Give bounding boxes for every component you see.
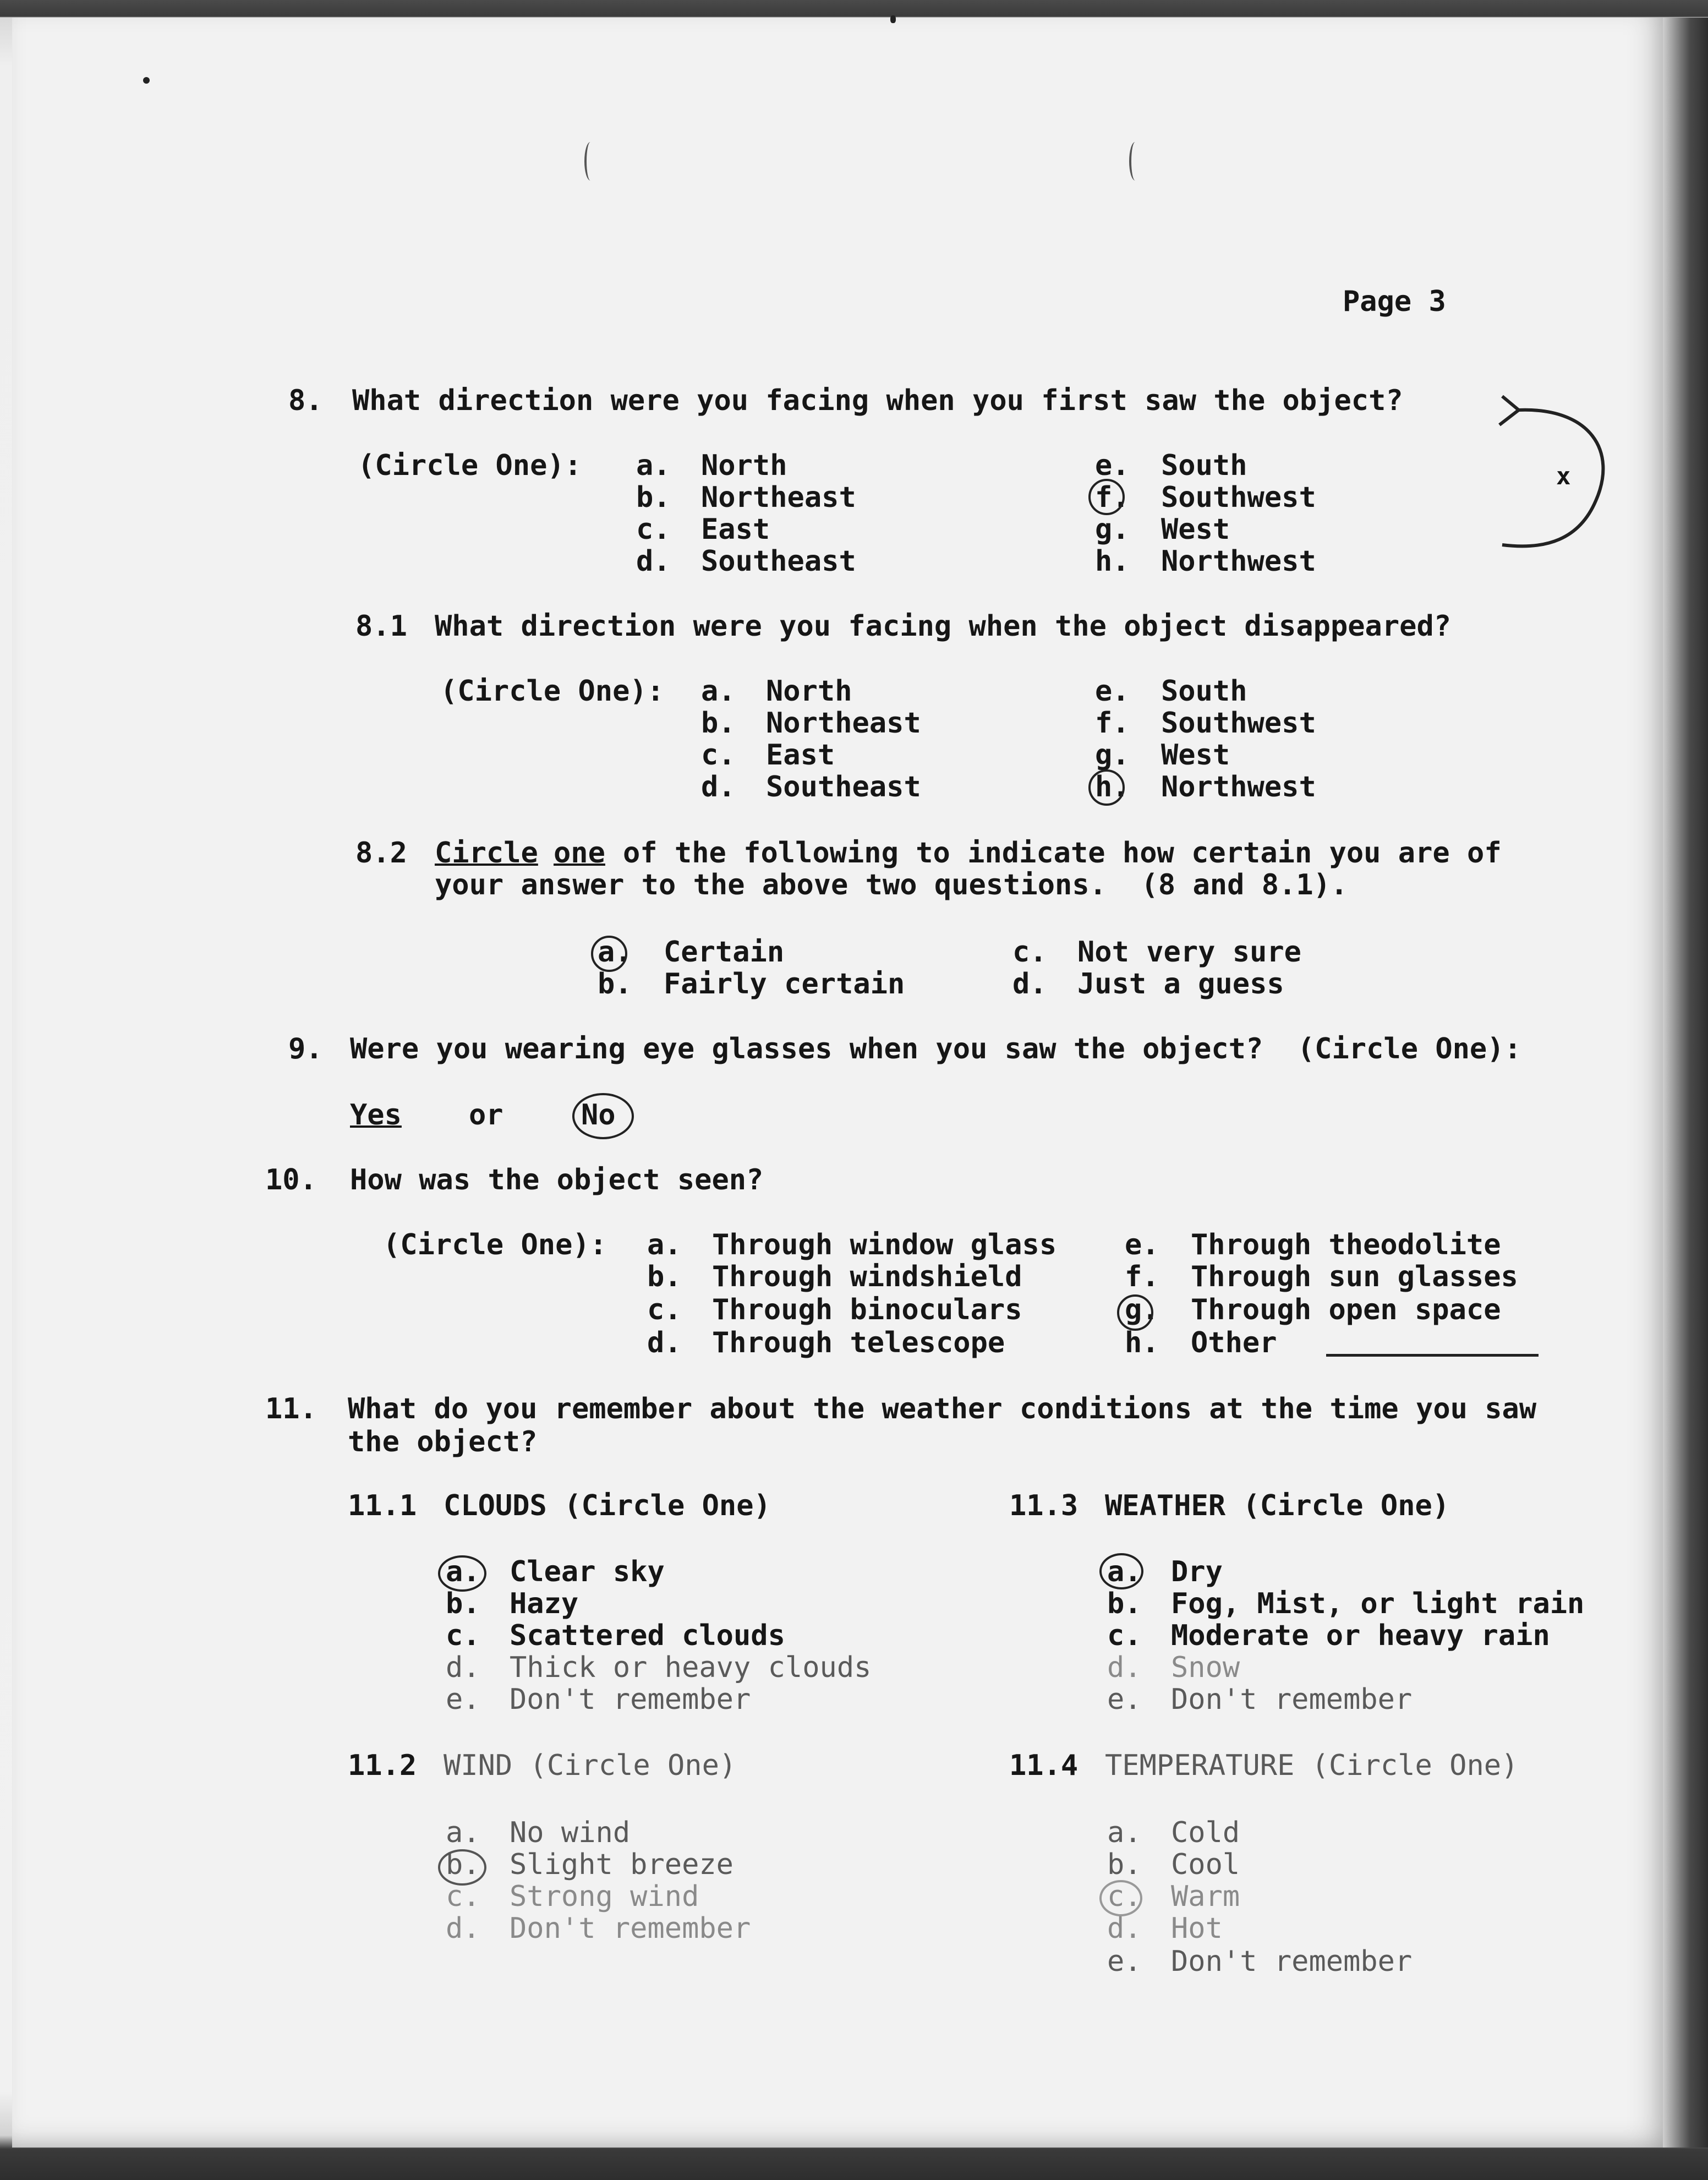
option-key: d. <box>701 771 736 804</box>
option-key: d. <box>446 1912 480 1945</box>
option-key: g. <box>1095 513 1130 546</box>
option-label[interactable]: Moderate or heavy rain <box>1171 1619 1550 1652</box>
question-text: Were you wearing eye glasses when you saw the object? (Circle One): <box>350 1032 1521 1066</box>
option-label[interactable]: South <box>1161 675 1247 708</box>
form-page <box>12 18 1663 2148</box>
option-label[interactable]: East <box>701 513 770 546</box>
option-label[interactable]: No wind <box>510 1816 631 1849</box>
circle-one-label: (Circle One): <box>358 449 582 482</box>
option-label[interactable]: Other <box>1191 1326 1277 1359</box>
or-text: or <box>469 1099 503 1132</box>
option-key: a. <box>701 675 736 708</box>
question-number: 8.1 <box>355 610 407 643</box>
margin-x-mark: x <box>1556 462 1571 490</box>
option-label[interactable]: Dry <box>1171 1555 1223 1588</box>
answer-circle-mark <box>438 1849 486 1886</box>
option-key: c. <box>446 1880 480 1913</box>
no-option[interactable]: No <box>581 1099 616 1132</box>
question-text: What direction were you facing when the object disappeared? <box>435 610 1452 643</box>
option-key: f. <box>1095 707 1130 740</box>
option-label[interactable]: Cool <box>1171 1848 1240 1881</box>
option-label[interactable]: Through window glass <box>712 1228 1057 1261</box>
option-label[interactable]: East <box>766 739 835 772</box>
option-label[interactable]: North <box>701 449 787 482</box>
option-label[interactable]: Southeast <box>701 545 856 578</box>
option-key: a. <box>598 936 632 969</box>
yes-option[interactable]: Yes <box>350 1099 402 1132</box>
other-blank-line[interactable] <box>1326 1354 1539 1357</box>
circle-one-label: (Circle One): <box>383 1228 607 1261</box>
option-key: a. <box>446 1816 480 1849</box>
option-label[interactable]: Hazy <box>510 1587 579 1620</box>
option-key: d. <box>1107 1651 1142 1684</box>
answer-circle-mark <box>1099 1553 1143 1589</box>
option-key: b. <box>1107 1587 1142 1620</box>
answer-circle-mark <box>1117 1294 1153 1331</box>
option-label[interactable]: Snow <box>1171 1651 1240 1684</box>
option-key: g. <box>1125 1293 1159 1326</box>
option-key: a. <box>1107 1816 1142 1849</box>
option-key: f. <box>1125 1260 1159 1293</box>
section-title: TEMPERATURE (Circle One) <box>1105 1749 1519 1782</box>
answer-circle-mark <box>572 1093 634 1139</box>
question-number: 11.4 <box>1009 1749 1079 1782</box>
option-key: c. <box>1012 936 1047 969</box>
option-key: e. <box>1095 675 1130 708</box>
option-label[interactable]: Northwest <box>1161 771 1316 804</box>
option-label[interactable]: Northeast <box>766 707 921 740</box>
option-key: a. <box>1107 1555 1142 1588</box>
option-label[interactable]: Don't remember <box>510 1683 751 1716</box>
option-key: d. <box>636 545 671 578</box>
option-key: e. <box>1125 1228 1159 1261</box>
answer-circle-mark <box>1099 1880 1142 1916</box>
option-label[interactable]: North <box>766 675 852 708</box>
option-label[interactable]: Southwest <box>1161 481 1316 514</box>
option-label[interactable]: Clear sky <box>510 1555 665 1588</box>
option-key: d. <box>647 1326 682 1359</box>
option-key: h. <box>1125 1326 1159 1359</box>
question-text: How was the object seen? <box>350 1163 764 1196</box>
option-key: a. <box>636 449 671 482</box>
question-number: 8.2 <box>355 837 407 870</box>
option-key: d. <box>1107 1912 1142 1945</box>
page-edge-shadow <box>1663 18 1708 2148</box>
option-key: e. <box>1107 1683 1142 1716</box>
question-number: 11. <box>265 1392 317 1425</box>
option-label[interactable]: Warm <box>1171 1880 1240 1913</box>
option-key: b. <box>598 968 632 1001</box>
option-label[interactable]: Southwest <box>1161 707 1316 740</box>
option-label[interactable]: Thick or heavy clouds <box>510 1651 872 1684</box>
option-key: c. <box>1107 1619 1142 1652</box>
section-title: WEATHER (Circle One) <box>1105 1489 1450 1522</box>
question-number: 10. <box>265 1163 317 1196</box>
option-key: b. <box>647 1260 682 1293</box>
option-key: e. <box>1107 1945 1142 1978</box>
option-key: g. <box>1095 739 1130 772</box>
option-key: c. <box>446 1619 480 1652</box>
answer-circle-mark <box>438 1555 486 1592</box>
option-label[interactable]: Fog, Mist, or light rain <box>1171 1587 1585 1620</box>
option-label[interactable]: Don't remember <box>1171 1683 1413 1716</box>
option-label[interactable]: Slight breeze <box>510 1848 733 1881</box>
answer-circle-mark <box>591 936 627 972</box>
option-label[interactable]: South <box>1161 449 1247 482</box>
section-title: CLOUDS (Circle One) <box>444 1489 771 1522</box>
option-label[interactable]: Through theodolite <box>1191 1228 1501 1261</box>
option-label[interactable]: Through binoculars <box>712 1293 1022 1326</box>
option-key: b. <box>446 1848 480 1881</box>
paper-crease-left <box>584 142 596 181</box>
option-key: d. <box>446 1651 480 1684</box>
option-key: c. <box>647 1293 682 1326</box>
option-label[interactable]: West <box>1161 513 1230 546</box>
option-key: f. <box>1095 481 1130 514</box>
option-key: c. <box>701 739 736 772</box>
question-number: 9. <box>288 1032 323 1066</box>
option-key: a. <box>446 1555 480 1588</box>
circle-one-label: (Circle One): <box>440 675 664 708</box>
option-label[interactable]: Just a guess <box>1077 968 1284 1001</box>
option-label[interactable]: Through open space <box>1191 1293 1501 1326</box>
answer-circle-mark <box>1088 479 1125 515</box>
paper-crease-right <box>1129 142 1141 181</box>
one-emphasis: one <box>554 837 605 870</box>
option-label[interactable]: Don't remember <box>1171 1945 1413 1978</box>
section-title: WIND (Circle One) <box>444 1749 737 1782</box>
option-key: b. <box>701 707 736 740</box>
option-label[interactable]: Hot <box>1171 1912 1223 1945</box>
option-label[interactable]: West <box>1161 739 1230 772</box>
option-label[interactable]: Southeast <box>766 771 921 804</box>
option-key: b. <box>636 481 671 514</box>
option-key: d. <box>1012 968 1047 1001</box>
option-label[interactable]: Northwest <box>1161 545 1316 578</box>
option-label[interactable]: Don't remember <box>510 1912 751 1945</box>
circle-emphasis: Circle <box>435 837 538 870</box>
option-key: b. <box>1107 1848 1142 1881</box>
question-text-line2: your answer to the above two questions. (8 and 8.1). <box>435 868 1348 901</box>
question-number: 8. <box>288 384 323 417</box>
option-key: e. <box>446 1683 480 1716</box>
question-text: What do you remember about the weather conditions at the time you saw <box>348 1392 1537 1425</box>
option-label[interactable]: Northeast <box>701 481 856 514</box>
option-key: b. <box>446 1587 480 1620</box>
question-text-line2: the object? <box>348 1425 538 1458</box>
page-number: Page 3 <box>1343 285 1446 318</box>
option-label[interactable]: Cold <box>1171 1816 1240 1849</box>
option-label[interactable]: Through windshield <box>712 1260 1022 1293</box>
option-key: h. <box>1095 545 1130 578</box>
option-label[interactable]: Through sun glasses <box>1191 1260 1518 1293</box>
option-label[interactable]: Strong wind <box>510 1880 699 1913</box>
option-key: e. <box>1095 449 1130 482</box>
question-text: of the following to indicate how certain you are of <box>623 837 1502 870</box>
option-label[interactable]: Scattered clouds <box>510 1619 785 1652</box>
option-label[interactable]: Certain <box>664 936 785 969</box>
option-key: c. <box>636 513 671 546</box>
answer-circle-mark <box>1088 769 1125 806</box>
question-number: 11.1 <box>348 1489 417 1522</box>
question-text: What direction were you facing when you first saw the object? <box>352 384 1403 417</box>
option-label[interactable]: Fairly certain <box>664 968 905 1001</box>
option-label[interactable]: Not very sure <box>1077 936 1301 969</box>
option-key: h. <box>1095 771 1130 804</box>
question-number: 11.2 <box>348 1749 417 1782</box>
ink-speck <box>143 77 150 84</box>
option-key: a. <box>647 1228 682 1261</box>
ink-speck <box>890 15 896 23</box>
question-number: 11.3 <box>1009 1489 1079 1522</box>
option-key: c. <box>1107 1880 1142 1913</box>
option-label[interactable]: Through telescope <box>712 1326 1005 1359</box>
